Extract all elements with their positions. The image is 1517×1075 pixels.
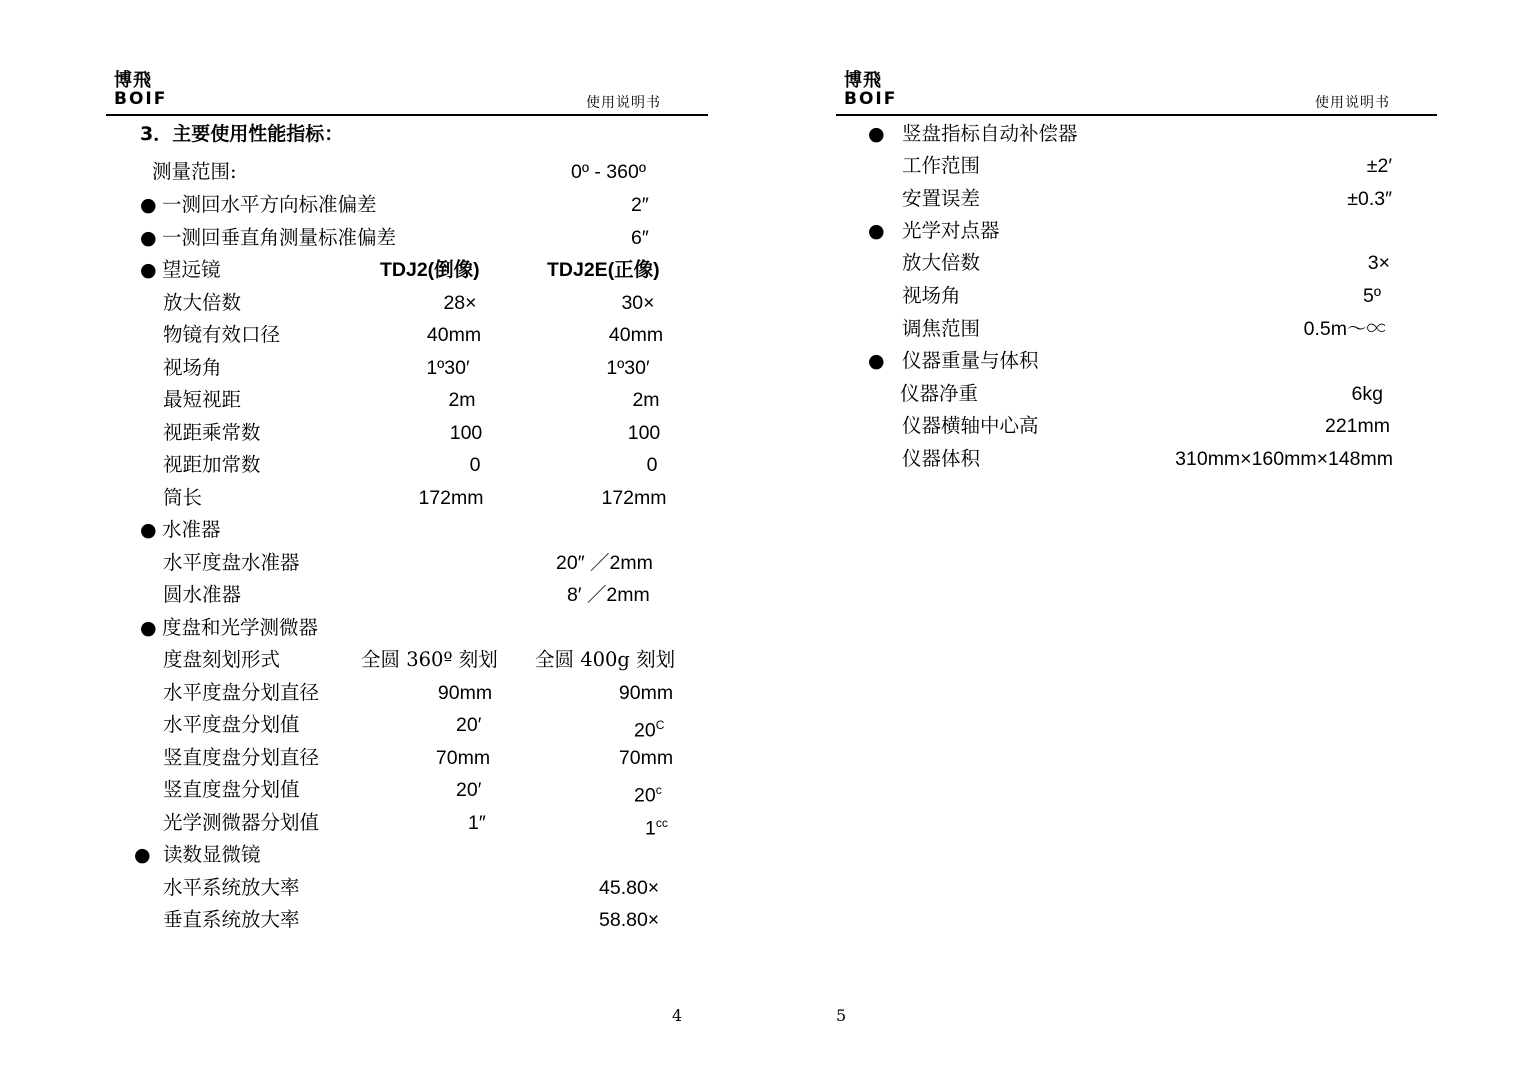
right-page [758,0,1517,1075]
plummet-row-label: 放大倍数 [902,251,981,274]
range-label: 测量范围: [152,160,237,183]
telescope-row-label: 视场角 [163,356,222,379]
telescope-row-v1: 0 [469,454,481,476]
plummet-row-value: 0.5m～∝ [1303,318,1386,340]
page-number: 5 [836,1006,847,1025]
header-rule [836,114,1437,116]
telescope-row-v2: 2m [632,389,660,411]
logo-english: BOIF [844,89,898,109]
compensator-row-value: ±0.3″ [1347,188,1392,210]
bullet-icon: ● [868,220,885,242]
bullet-icon: ● [868,350,885,372]
microscope-row-value: 45.80× [599,877,660,899]
circle-row-v2: 90mm [618,682,674,704]
circle-row-v2 [634,713,664,743]
plummet-label: 光学对点器 [902,219,1000,242]
circle-row-v1: 1″ [468,812,486,834]
circle-row-v2-base: 20 [634,719,656,742]
circle-label: 度盘和光学测微器 [162,616,319,639]
bullet-icon: ● [140,227,157,249]
bullet-icon: ● [140,259,157,281]
telescope-row-v2: 100 [627,422,661,444]
level-row-label: 圆水准器 [163,583,242,606]
telescope-row-v1: 40mm [426,324,482,346]
telescope-row-v1: 172mm [418,487,484,509]
weight-row-label: 仪器横轴中心高 [902,414,1039,437]
doc-title: 使用说明书 [586,95,661,111]
compensator-row-label: 工作范围 [902,154,981,177]
microscope-label: 读数显微镜 [163,843,261,866]
telescope-row-v1: 28× [443,292,477,314]
microscope-row-value: 58.80× [599,909,660,931]
doc-title: 使用说明书 [1315,95,1390,111]
weight-row-label: 仪器体积 [902,447,981,470]
circle-row-label: 竖直度盘分划值 [163,778,300,801]
circle-row-v2 [634,778,662,808]
circle-row-v1: 90mm [437,682,493,704]
weight-row-value: 6kg [1351,383,1383,405]
telescope-row-v2: 30× [621,292,655,314]
circle-row-v2-sup: cc [655,816,668,830]
circle-row-label: 竖直度盘分划直径 [163,746,320,769]
circle-row-label: 度盘刻划形式 [163,648,281,671]
plummet-row-label: 视场角 [902,284,961,307]
logo-chinese: 博飛 [844,70,882,91]
telescope-row-v2: 172mm [601,487,667,509]
level-row-value: 8′ ／2mm [567,584,650,606]
range-value: 0º - 360º [571,161,646,183]
telescope-row-v2: 1º30′ [606,357,650,379]
header-rule [106,114,708,116]
circle-row-v2 [645,811,668,841]
level-row-value: 20″ ／2mm [556,552,653,574]
compensator-label: 竖盘指标自动补偿器 [902,122,1078,145]
circle-row-v1: 全圆 360º 刻划 [361,648,498,671]
telescope-row-label: 视距加常数 [163,453,261,476]
telescope-col1-header: TDJ2(倒像) [380,259,480,281]
telescope-row-label: 筒长 [163,486,203,509]
telescope-row-label: 视距乘常数 [163,421,261,444]
telescope-row-v1: 100 [449,422,483,444]
h-std-value: 2″ [631,194,649,216]
bullet-icon: ● [868,123,885,145]
circle-row-v2-base: 20 [634,784,656,807]
page-number: 4 [672,1006,683,1025]
microscope-row-label: 垂直系统放大率 [163,908,300,931]
compensator-row-label: 安置误差 [902,187,981,210]
circle-row-v1: 20′ [456,714,482,736]
telescope-row-v2: 40mm [608,324,664,346]
circle-row-v1: 20′ [456,779,482,801]
circle-row-label: 光学测微器分划值 [163,811,320,834]
telescope-row-v1: 1º30′ [426,357,470,379]
telescope-row-label: 最短视距 [163,388,242,411]
circle-row-label: 水平度盘分划值 [163,713,300,736]
h-std-label: 一测回水平方向标准偏差 [162,193,377,216]
v-std-label: 一测回垂直角测量标准偏差 [162,226,397,249]
v-std-value: 6″ [631,227,649,249]
circle-row-v2-sup: C [655,718,665,732]
circle-row-v1: 70mm [435,747,491,769]
weight-row-label: 仪器净重 [900,382,979,405]
weight-row-value: 310mm×160mm×148mm [1175,448,1393,470]
logo-english: BOIF [114,89,168,109]
weight-label: 仪器重量与体积 [902,349,1039,372]
circle-row-label: 水平度盘分划直径 [163,681,320,704]
boif-logo [844,72,897,108]
weight-row-value: 221mm [1324,415,1390,437]
plummet-row-value: 5º [1363,285,1381,307]
compensator-row-value: ±2′ [1366,155,1392,177]
telescope-row-label: 放大倍数 [163,291,242,314]
microscope-row-label: 水平系统放大率 [163,876,300,899]
circle-row-v2-sup: c [655,783,662,797]
boif-logo [114,72,167,108]
level-row-label: 水平度盘水准器 [163,551,300,574]
bullet-icon: ● [140,617,157,639]
plummet-row-label: 调焦范围 [902,317,981,340]
circle-row-v2: 全圆 400g 刻划 [535,648,676,671]
circle-row-v2: 70mm [618,747,674,769]
bullet-icon: ● [140,194,157,216]
left-page [0,0,758,1075]
telescope-col2-header: TDJ2E(正像) [547,259,660,281]
telescope-row-label: 物镜有效口径 [163,323,281,346]
plummet-row-value: 3× [1367,252,1390,274]
bullet-icon: ● [134,844,151,866]
circle-row-v2-base: 1 [645,817,656,840]
bullet-icon: ● [140,519,157,541]
section-title: 3．主要使用性能指标： [140,123,344,145]
logo-chinese: 博飛 [114,70,152,91]
telescope-row-v1: 2m [448,389,476,411]
level-label: 水准器 [162,518,221,541]
telescope-row-v2: 0 [646,454,658,476]
telescope-label: 望远镜 [162,258,221,281]
